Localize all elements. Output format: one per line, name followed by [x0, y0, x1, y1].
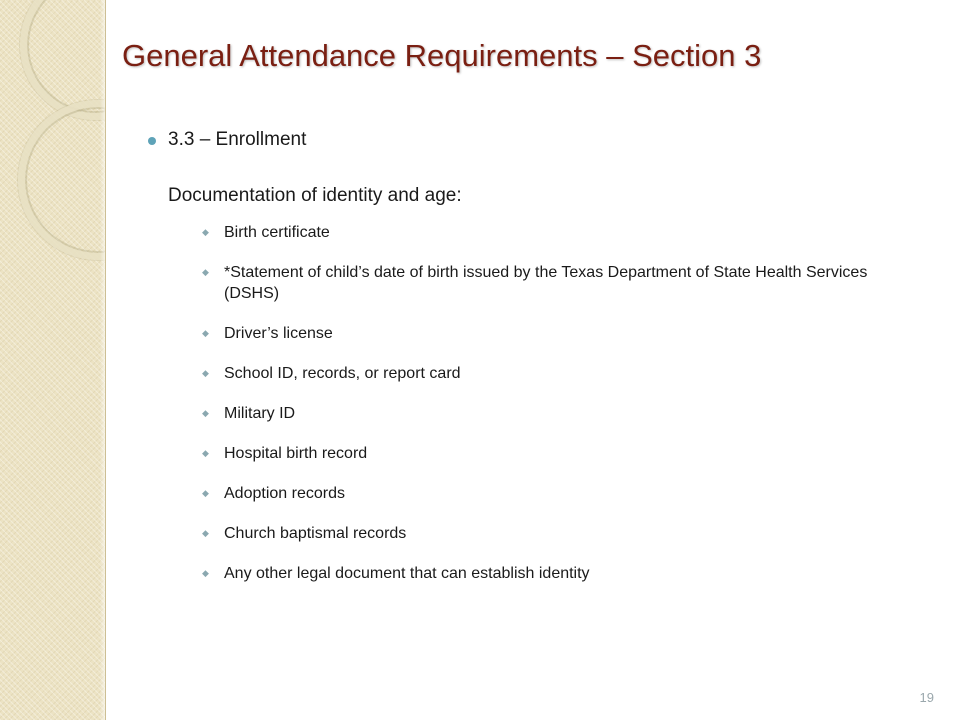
- diamond-bullet-icon: ◆: [202, 267, 209, 277]
- documentation-list: [148, 222, 908, 584]
- list-item: [148, 363, 908, 384]
- diamond-bullet-icon: ◆: [202, 488, 209, 498]
- list-item-text: Adoption records: [224, 485, 345, 502]
- list-item: [148, 443, 908, 464]
- list-item-text: Hospital birth record: [224, 445, 368, 462]
- slide-content: [148, 128, 908, 603]
- diamond-bullet-icon: ◆: [202, 227, 209, 237]
- list-item-text: Church baptismal records: [224, 525, 407, 542]
- decorative-side-strip: [0, 0, 106, 720]
- circle-bullet-icon: [148, 137, 156, 145]
- list-item-text: Military ID: [224, 405, 296, 422]
- decorative-ring-middle: [18, 100, 106, 260]
- list-item: [148, 262, 908, 304]
- list-item: [148, 483, 908, 504]
- diamond-bullet-icon: ◆: [202, 408, 209, 418]
- section-item-label: 3.3 – Enrollment: [168, 129, 307, 150]
- list-item-text: Driver’s license: [224, 325, 333, 342]
- page-number: 19: [919, 690, 934, 705]
- diamond-bullet-icon: ◆: [202, 528, 209, 538]
- list-item: [148, 323, 908, 344]
- diamond-bullet-icon: ◆: [202, 368, 209, 378]
- section-bullet-item: [148, 128, 908, 152]
- list-item: [148, 222, 908, 243]
- list-item: [148, 523, 908, 544]
- list-item-text: *Statement of child’s date of birth issued by the Texas Department of State Health Services (DSHS): [224, 264, 868, 302]
- list-item-text: Any other legal document that can establish identity: [224, 565, 590, 582]
- list-item-text: Birth certificate: [224, 224, 330, 241]
- diamond-bullet-icon: ◆: [202, 448, 209, 458]
- documentation-subheading: Documentation of identity and age:: [168, 185, 462, 206]
- list-item: [148, 403, 908, 424]
- list-item: [148, 563, 908, 584]
- strip-border: [105, 0, 106, 720]
- diamond-bullet-icon: ◆: [202, 568, 209, 578]
- diamond-bullet-icon: ◆: [202, 328, 209, 338]
- slide-title: General Attendance Requirements – Section 3: [122, 38, 762, 73]
- list-item-text: School ID, records, or report card: [224, 365, 461, 382]
